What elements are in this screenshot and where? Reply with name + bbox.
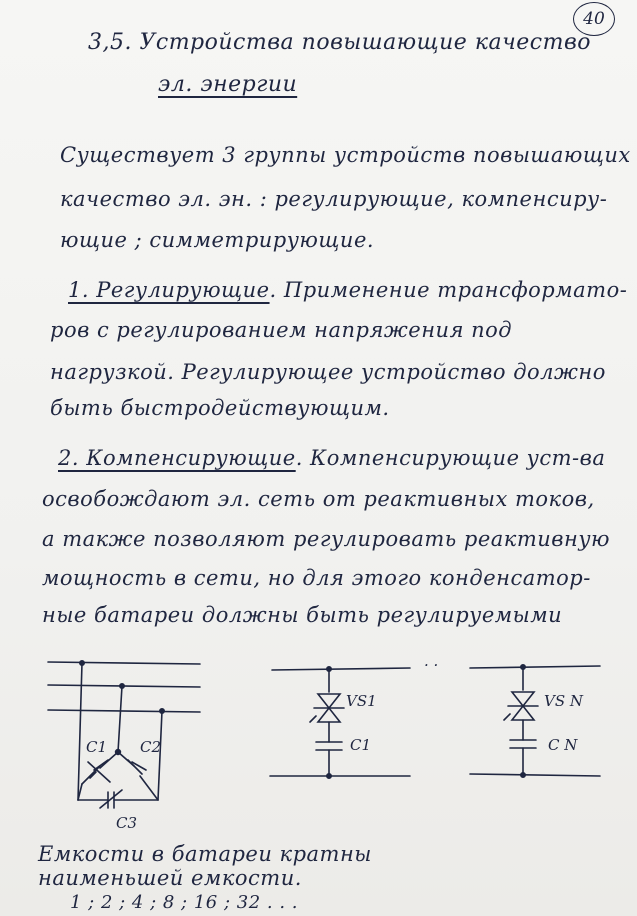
section1-line-1-rest: . Применение трансформато-: [269, 278, 628, 302]
label-cn: C N: [548, 736, 578, 754]
section2-heading: 2. Компенсирующие: [58, 446, 296, 470]
thyristor-capacitor-n: [470, 665, 600, 777]
section2-line-3: а также позволяют регулировать реактивную: [42, 527, 610, 551]
intro-line-1: Существует 3 группы устройств повышающих: [60, 143, 631, 167]
footer-line-2: наименьшей емкости.: [38, 866, 302, 890]
footer-line-3: 1 ; 2 ; 4 ; 8 ; 16 ; 32 . . .: [70, 892, 298, 913]
page-number: 40: [573, 2, 615, 36]
section2-line-2: освобождают эл. сеть от реактивных токов,: [42, 487, 595, 511]
section2-line-1-rest: . Компенсирующие уст-ва: [295, 446, 606, 470]
label-c1-switched: C1: [350, 736, 372, 754]
delta-capacitor-bank: [48, 661, 200, 808]
label-c1-delta: C1: [86, 738, 108, 756]
label-vsn: VS N: [544, 692, 584, 710]
section2-line-4: мощность в сети, но для этого конденсатор-: [42, 566, 591, 590]
section1-line-4: быть быстродействующим.: [50, 396, 390, 420]
intro-line-3: ющие ; симметрирующие.: [60, 228, 375, 252]
intro-line-2: качество эл. эн. : регулирующие, компенсиру-: [60, 187, 608, 211]
section1-heading: 1. Регулирующие: [68, 278, 270, 302]
footer-line-1: Емкости в батареи кратны: [38, 842, 372, 866]
section2-line-5: ные батареи должны быть регулируемыми: [42, 603, 563, 627]
label-c2-delta: C2: [140, 738, 162, 756]
label-ellipsis: · ·: [424, 656, 439, 674]
thyristor-capacitor-1: [270, 667, 410, 778]
heading-line-1: 3,5. Устройства повышающие качество: [88, 30, 592, 55]
label-vs1: VS1: [346, 692, 377, 710]
label-c3-delta: C3: [116, 814, 138, 832]
section1-line-2: ров с регулированием напряжения под: [50, 318, 513, 342]
section1-line-3: нагрузкой. Регулирующее устройство должно: [50, 360, 606, 384]
heading-line-2: эл. энергии: [158, 72, 298, 97]
